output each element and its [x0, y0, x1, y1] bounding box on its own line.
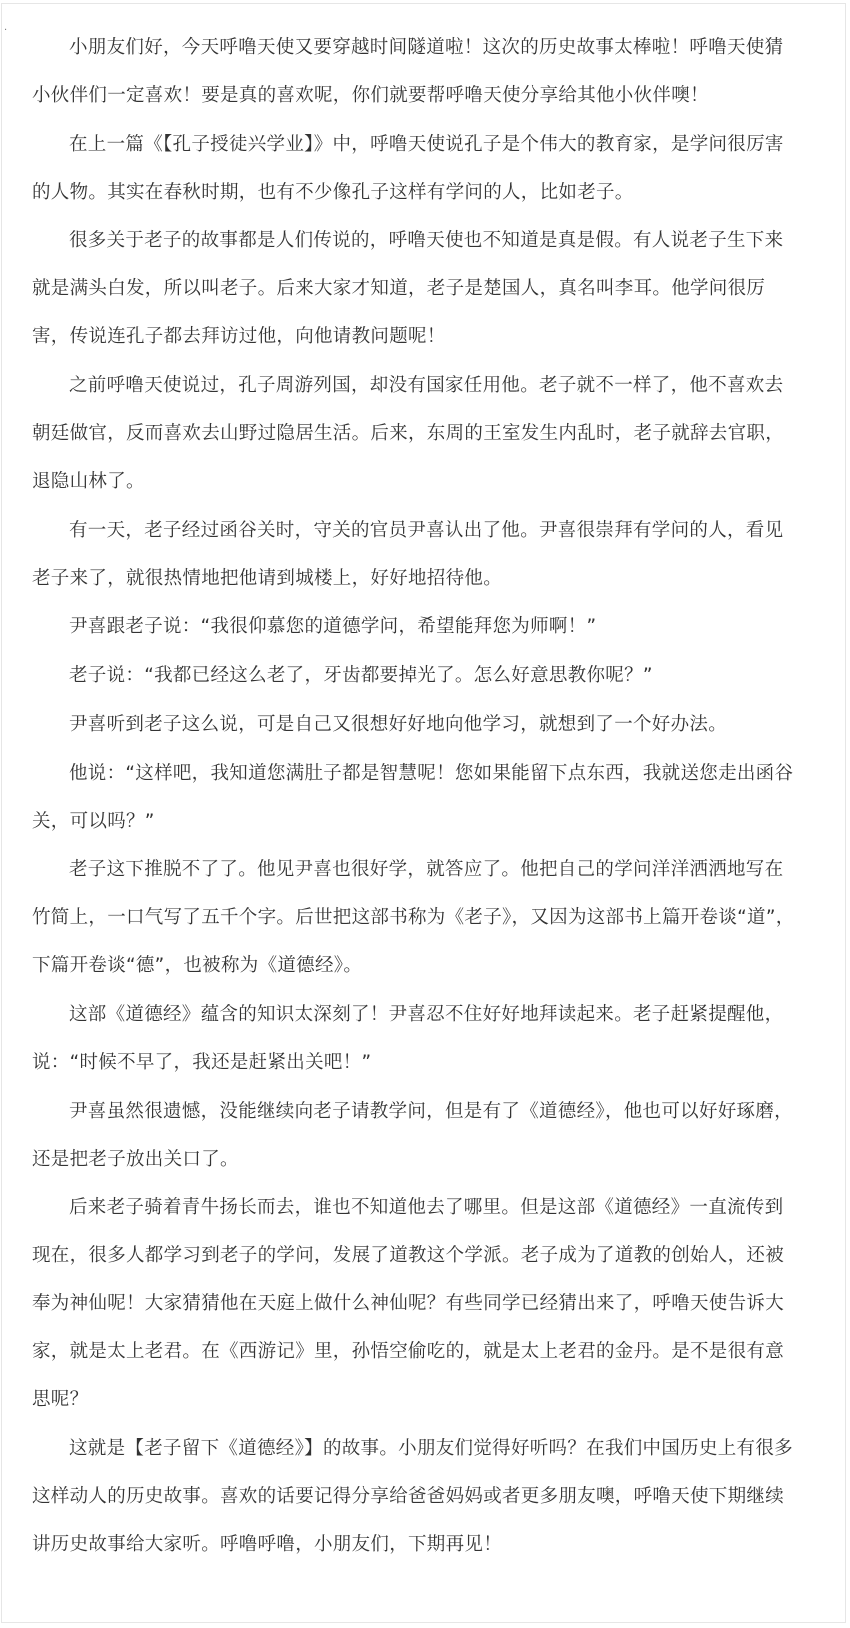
paragraph-daodejing-written: 老子这下推脱不了了。他见尹喜也很好学，就答应了。他把自己的学问洋洋洒洒地写在竹简上，一口气写了五千个字。后世把这部书称为《老子》，又因为这部书上篇开卷谈“道”，下篇开卷谈“德”，也被称为《道德经》。	[32, 859, 795, 977]
document-page	[1, 3, 846, 1623]
paragraph-previous-episode: 在上一篇《【孔子授徒兴学业】》中，呼噜天使说孔子是个伟大的教育家，是学问很厉害的人物。其实在春秋时期，也有不少像孔子这样有学问的人，比如老子。	[32, 133, 784, 203]
leading-dot: .	[4, 22, 8, 33]
paragraph-hangu-pass: 有一天，老子经过函谷关时，守关的官员尹喜认出了他。尹喜很崇拜有学问的人，看见老子来了，就很热情地把他请到城楼上，好好地招待他。	[32, 519, 784, 589]
paragraph-legacy: 后来老子骑着青牛扬长而去，谁也不知道他去了哪里。但是这部《道德经》一直流传到现在，很多人都学习到老子的学问，发展了道教这个学派。老子成为了道教的创始人，还被奉为神仙呢！大家猜猜他在天庭上做什么神仙呢？有些同学已经猜出来了，呼噜天使告诉大家，就是太上老君。在《西游记》里，孙悟空偷吃的，就是太上老君的金丹。是不是很有意思呢？	[32, 1197, 785, 1411]
paragraph-yinxi-offer: 他说：“这样吧，我知道您满肚子都是智慧呢！您如果能留下点东西，我就送您走出函谷关，可以吗？”	[32, 762, 794, 832]
paragraph-laozi-reply: 老子说：“我都已经这么老了，牙齿都要掉光了。怎么好意思教你呢？”	[69, 665, 653, 687]
paragraph-outro: 这就是【老子留下《道德经》】的故事。小朋友们觉得好听吗？在我们中国历史上有很多这样动人的历史故事。喜欢的话要记得分享给爸爸妈妈或者更多朋友噢，呼噜天使下期继续讲历史故事给大家听。呼噜呼噜，小朋友们，下期再见！	[32, 1437, 793, 1555]
article-body	[32, 24, 802, 1570]
paragraph-reading: 这部《道德经》蕴含的知识太深刻了！尹喜忍不住好好地拜读起来。老子赶紧提醒他，说：“时候不早了，我还是赶紧出关吧！”	[32, 1003, 784, 1073]
paragraph-intro: 小朋友们好，今天呼噜天使又要穿越时间隧道啦！这次的历史故事太棒啦！呼噜天使猜小伙伴们一定喜欢！要是真的喜欢呢，你们就要帮呼噜天使分享给其他小伙伴噢！	[32, 37, 784, 106]
paragraph-release: 尹喜虽然很遗憾，没能继续向老子请教学问，但是有了《道德经》，他也可以好好琢磨，还是把老子放出关口了。	[32, 1100, 793, 1170]
paragraph-yinxi-request: 尹喜跟老子说：“我很仰慕您的道德学问，希望能拜您为师啊！”	[69, 616, 597, 638]
paragraph-yinxi-idea: 尹喜听到老子这么说，可是自己又很想好好地向他学习，就想到了一个好办法。	[69, 713, 728, 735]
paragraph-laozi-hermit: 之前呼噜天使说过，孔子周游列国，却没有国家任用他。老子就不一样了，他不喜欢去朝廷做官，反而喜欢去山野过隐居生活。后来，东周的王室发生内乱时，老子就辞去官职，退隐山林了。	[32, 375, 785, 493]
paragraph-laozi-legend: 很多关于老子的故事都是人们传说的，呼噜天使也不知道是真是假。有人说老子生下来就是满头白发，所以叫老子。后来大家才知道，老子是楚国人，真名叫李耳。他学问很厉害，传说连孔子都去拜访过他，向他请教问题呢！	[32, 230, 784, 348]
